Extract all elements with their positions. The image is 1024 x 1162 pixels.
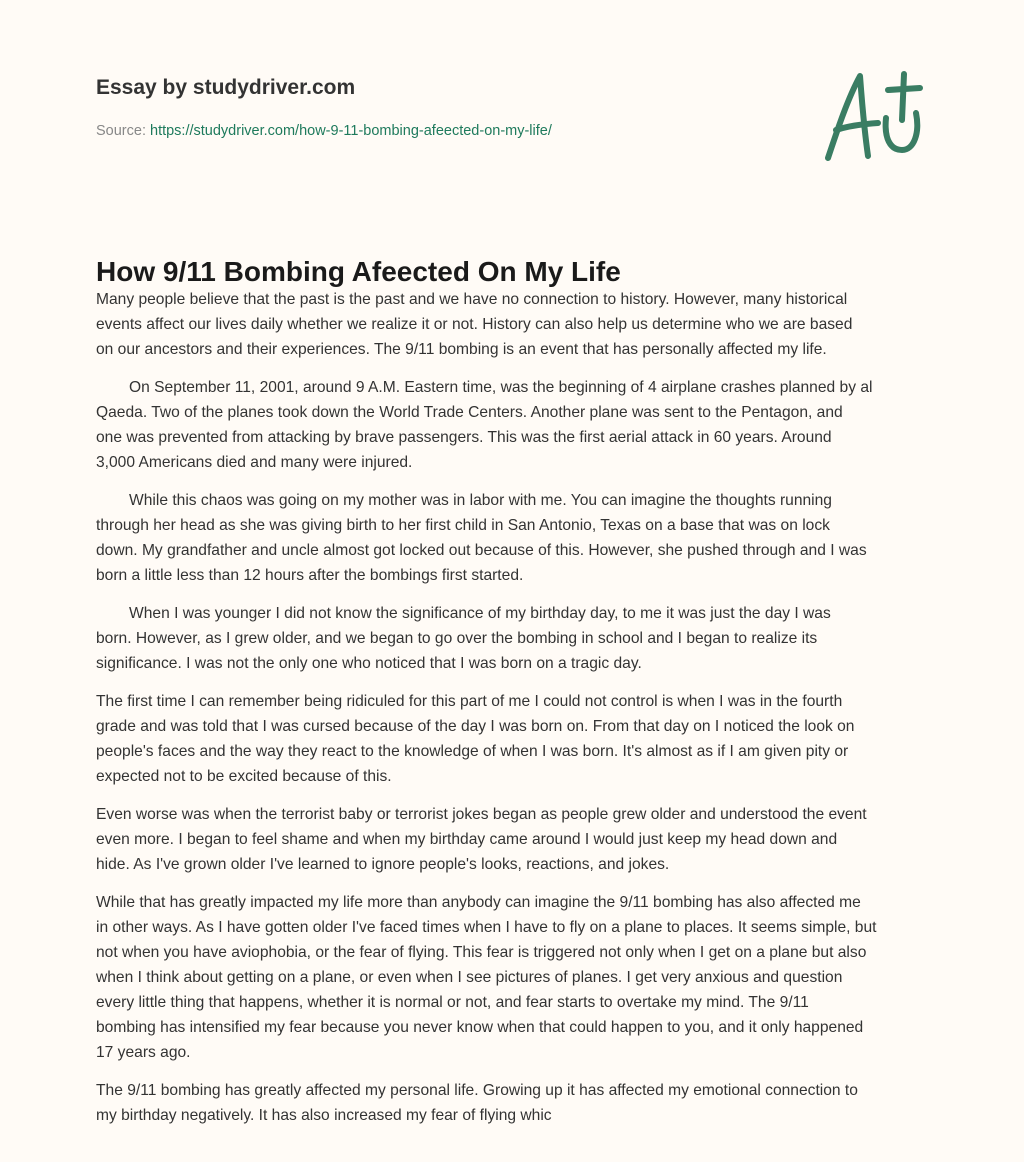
source-label: Source: <box>96 123 150 139</box>
essay-title: How 9/11 Bombing Afeected On My Life <box>96 256 621 287</box>
essay-paragraph <box>96 689 936 789</box>
essay-paragraph <box>96 1078 936 1128</box>
paragraph-line: through her head as she was giving birth to her first child in San Antonio, Texas on a base that was on lock <box>96 517 830 534</box>
paragraph-line: people's faces and the way they react to the knowledge of when I was born. It's almost as if I am given pity or <box>96 743 849 760</box>
a-plus-logo <box>818 68 928 164</box>
site-brand: Essay by studydriver.com <box>96 76 356 99</box>
essay-paragraph <box>96 890 936 1065</box>
essay-paragraph <box>96 375 936 475</box>
paragraph-line: grade and was told that I was cursed because of the day I was born on. From that day on I noticed the look on <box>96 718 855 735</box>
essay-paragraph <box>96 488 936 588</box>
paragraph-line: on our ancestors and their experiences. The 9/11 bombing is an event that has personally affected my life. <box>96 341 827 358</box>
paragraph-line: bombing has intensified my fear because you never know when that could happen to you, and it only happened <box>96 1019 864 1036</box>
paragraph-line: significance. I was not the only one who noticed that I was born on a tragic day. <box>96 655 642 672</box>
paragraph-line: events affect our lives daily whether we realize it or not. History can also help us determine who we are based <box>96 316 853 333</box>
paragraph-line: While this chaos was going on my mother was in labor with me. You can imagine the thoughts running <box>129 492 832 509</box>
paragraph-line: when I think about getting on a plane, or even when I see pictures of planes. I get very anxious and question <box>96 969 843 986</box>
paragraph-line: The 9/11 bombing has greatly affected my personal life. Growing up it has affected my emotional connection to <box>96 1082 858 1099</box>
source-line <box>96 123 552 139</box>
paragraph-line: hide. As I've grown older I've learned to ignore people's looks, reactions, and jokes. <box>96 856 670 873</box>
paragraph-line: On September 11, 2001, around 9 A.M. Eastern time, was the beginning of 4 airplane crashes planned by al <box>129 379 873 396</box>
essay-paragraph <box>96 802 936 877</box>
paragraph-line: Many people believe that the past is the past and we have no connection to history. However, many historical <box>96 291 848 308</box>
essay-body <box>96 287 936 1141</box>
paragraph-line: Qaeda. Two of the planes took down the World Trade Centers. Another plane was sent to the Pentagon, and <box>96 404 843 421</box>
paragraph-line: not when you have aviophobia, or the fear of flying. This fear is triggered not only when I get on a plane but also <box>96 944 867 961</box>
paragraph-line: my birthday negatively. It has also increased my fear of flying whic <box>96 1107 552 1124</box>
paragraph-line: When I was younger I did not know the significance of my birthday day, to me it was just the day I was <box>129 605 831 622</box>
paragraph-line: born a little less than 12 hours after the bombings first started. <box>96 567 524 584</box>
paragraph-line: in other ways. As I have gotten older I've faced times when I have to fly on a plane to places. It seems simple, but <box>96 919 877 936</box>
paragraph-line: even more. I began to feel shame and when my birthday came around I would just keep my head down and <box>96 831 838 848</box>
paragraph-line: one was prevented from attacking by brave passengers. This was the first aerial attack in 60 years. Around <box>96 429 832 446</box>
paragraph-line: Even worse was when the terrorist baby or terrorist jokes began as people grew older and understood the event <box>96 806 867 823</box>
paragraph-line: every little thing that happens, whether it is normal or not, and fear starts to overtake my mind. The 9/11 <box>96 994 809 1011</box>
paragraph-line: down. My grandfather and uncle almost got locked out because of this. However, she pushed through and I was <box>96 542 867 559</box>
paragraph-line: The first time I can remember being ridiculed for this part of me I could not control is when I was in the fourth <box>96 693 843 710</box>
essay-paragraph <box>96 287 936 362</box>
paragraph-line: 17 years ago. <box>96 1044 191 1061</box>
paragraph-line: expected not to be excited because of this. <box>96 768 392 785</box>
paragraph-line: While that has greatly impacted my life more than anybody can imagine the 9/11 bombing has also affected me <box>96 894 861 911</box>
essay-paragraph <box>96 601 936 676</box>
paragraph-line: 3,000 Americans died and many were injured. <box>96 454 413 471</box>
paragraph-line: born. However, as I grew older, and we began to go over the bombing in school and I began to realize its <box>96 630 818 647</box>
source-link[interactable]: https://studydriver.com/how-9-11-bombing-afeected-on-my-life/ <box>150 123 552 139</box>
